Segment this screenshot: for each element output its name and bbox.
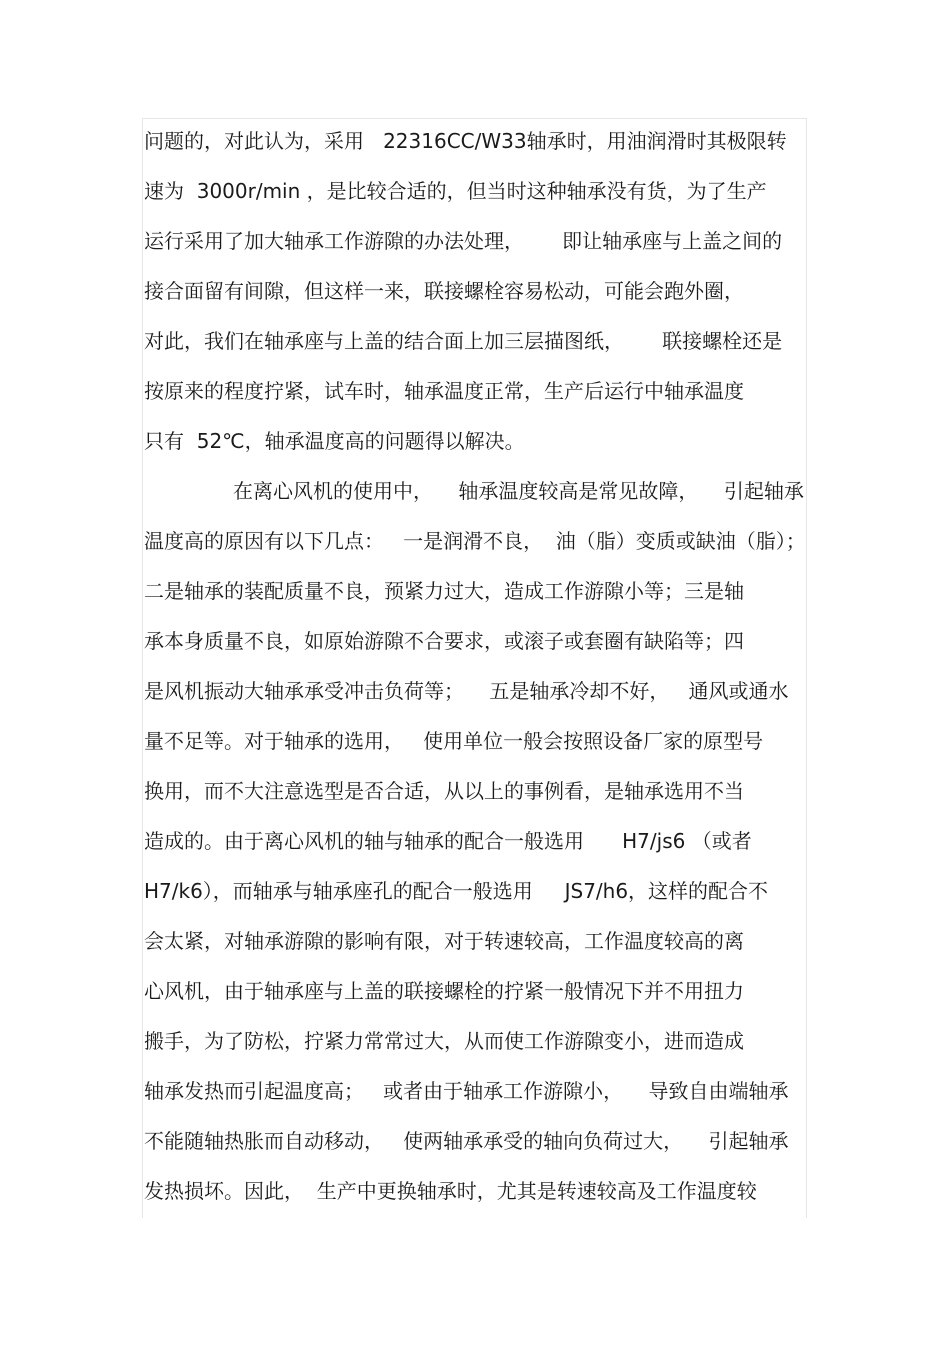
- text-line: 承本身质量不良，如原始游隙不合要求，或滚子或套圈有缺陷等；四: [144, 629, 744, 653]
- text-line: 轴承发热而引起温度高； 或者由于轴承工作游隙小， 导致自由端轴承: [144, 1079, 789, 1103]
- text-line: 二是轴承的装配质量不良，预紧力过大，造成工作游隙小等；三是轴: [144, 579, 744, 603]
- text-line: 问题的，对此认为，采用 22316CC/W33轴承时，用油润滑时其极限转: [144, 129, 787, 153]
- text-line: 接合面留有间隙，但这样一来，联接螺栓容易松动，可能会跑外圈，: [144, 279, 744, 303]
- text-line: 会太紧，对轴承游隙的影响有限，对于转速较高，工作温度较高的离: [144, 929, 744, 953]
- text-line: H7/k6），而轴承与轴承座孔的配合一般选用 JS7/h6，这样的配合不: [144, 879, 769, 903]
- text-line: 造成的。由于离心风机的轴与轴承的配合一般选用 H7/js6 （或者: [144, 829, 752, 853]
- text-line: 发热损坏。因此， 生产中更换轴承时，尤其是转速较高及工作温度较: [144, 1179, 757, 1203]
- text-line: 换用，而不大注意选型是否合适，从以上的事例看，是轴承选用不当: [144, 779, 744, 803]
- text-line: 量不足等。对于轴承的选用， 使用单位一般会按照设备厂家的原型号: [144, 729, 764, 753]
- text-line: 搬手，为了防松，拧紧力常常过大，从而使工作游隙变小，进而造成: [144, 1029, 744, 1053]
- text-line: 温度高的原因有以下几点： 一是润滑不良， 油（脂）变质或缺油（脂）；: [144, 529, 806, 553]
- text-line: 速为 3000r/min ，是比较合适的，但当时这种轴承没有货，为了生产: [144, 179, 767, 203]
- text-line: 只有 52℃，轴承温度高的问题得以解决。: [144, 429, 525, 453]
- text-line: 是风机振动大轴承承受冲击负荷等； 五是轴承冷却不好， 通风或通水: [144, 679, 789, 703]
- text-line: 对此，我们在轴承座与上盖的结合面上加三层描图纸， 联接螺栓还是: [144, 329, 783, 353]
- text-line: 不能随轴热胀而自动移动， 使两轴承承受的轴向负荷过大， 引起轴承: [144, 1129, 789, 1153]
- text-line: 运行采用了加大轴承工作游隙的办法处理， 即让轴承座与上盖之间的: [144, 229, 783, 253]
- text-line: 心风机，由于轴承座与上盖的联接螺栓的拧紧一般情况下并不用扭力: [144, 979, 744, 1003]
- text-line: 在离心风机的使用中， 轴承温度较高是常见故障， 引起轴承: [144, 479, 804, 503]
- text-line: 按原来的程度拧紧，试车时，轴承温度正常，生产后运行中轴承温度: [144, 379, 744, 403]
